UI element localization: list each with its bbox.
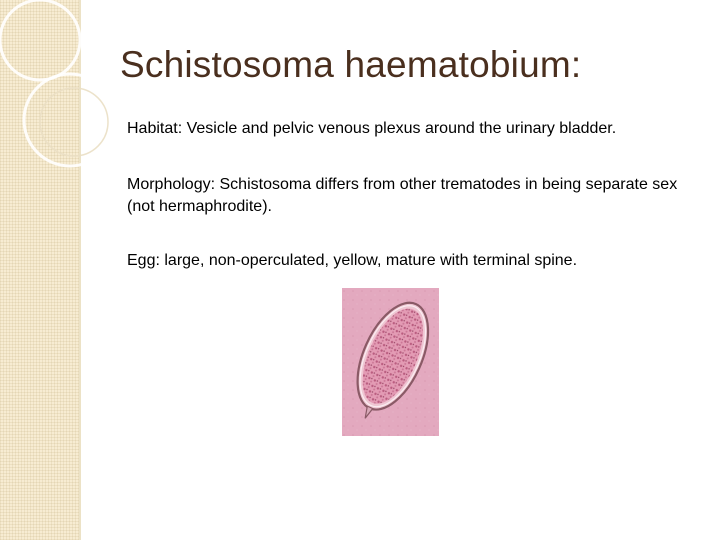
slide-title: Schistosoma haematobium: — [120, 44, 582, 85]
morphology-text: Morphology: Schistosoma differs from other trematodes in being separate sex (not hermaphrodite). — [127, 176, 678, 215]
decorative-circles-icon — [0, 0, 140, 200]
egg-text: Egg: large, non-operculated, yellow, mature with terminal spine. — [127, 252, 578, 269]
habitat-text: Habitat: Vesicle and pelvic venous plexus around the urinary bladder. — [127, 120, 617, 137]
schistosoma-egg-photo — [342, 288, 439, 436]
